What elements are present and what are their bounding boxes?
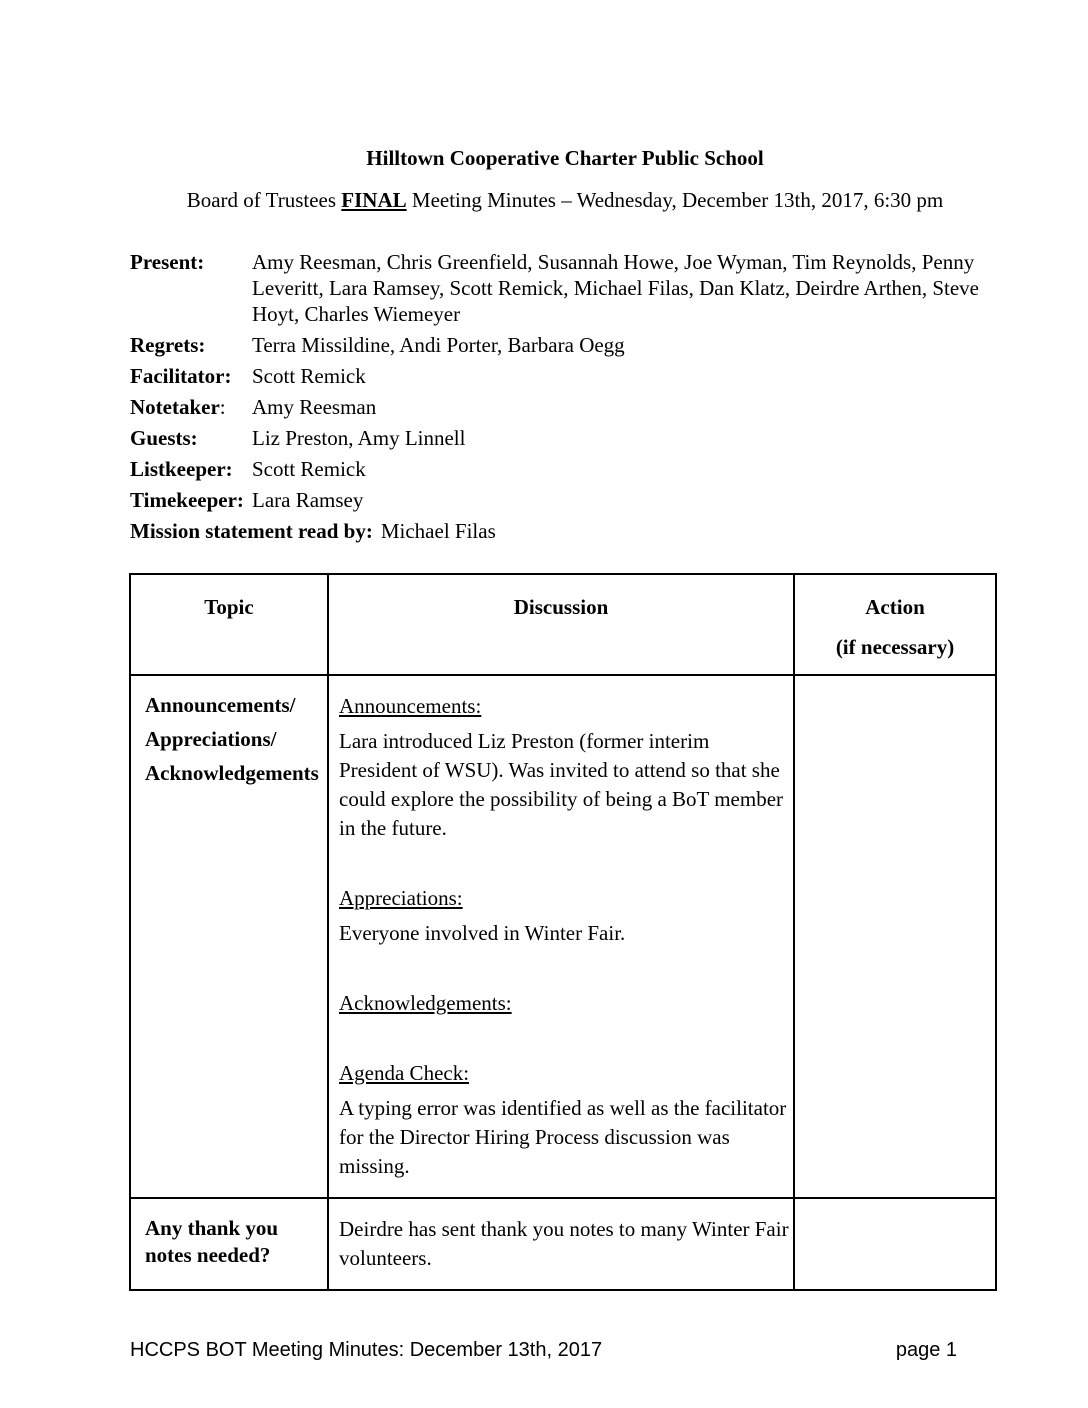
roster-row <box>130 249 1000 327</box>
column-header-action <box>794 574 996 675</box>
table-body <box>130 675 996 1290</box>
text-column <box>130 0 1000 544</box>
discussion-paragraph: Lara introduced Liz Preston (former interim President of WSU). Was invited to attend so that she could explore the possibility of being a BoT member in the future. <box>339 729 784 840</box>
discussion-cell <box>328 1198 794 1290</box>
roster-value: Amy Reesman <box>252 395 377 419</box>
discussion-heading: Agenda Check: <box>339 1061 470 1085</box>
blank-line <box>339 954 791 983</box>
action-cell <box>794 675 996 1198</box>
topic-line: Acknowledgements <box>145 761 319 785</box>
topic-line: Announcements/ <box>145 693 296 717</box>
subtitle-final-emphasis: FINAL <box>341 188 407 212</box>
roster-label: Timekeeper: <box>130 488 244 512</box>
table-row <box>130 675 996 1198</box>
roster-label: Notetaker: <box>130 395 226 419</box>
page-title: Hilltown Cooperative Charter Public School <box>366 146 764 170</box>
topic-line: Appreciations/ <box>145 727 277 751</box>
roster-label: Listkeeper: <box>130 457 233 481</box>
action-header-line1: Action <box>865 595 925 619</box>
roster-label: Regrets: <box>130 333 206 357</box>
blank-line <box>339 849 791 878</box>
column-header-discussion: Discussion <box>328 574 794 675</box>
action-cell <box>794 1198 996 1290</box>
topic-cell <box>130 675 328 1198</box>
discussion-cell <box>328 675 794 1198</box>
roster-row <box>130 332 1000 358</box>
roster-row <box>130 487 1000 513</box>
roster-value: Michael Filas <box>380 519 496 543</box>
topic-line: Any thank you notes needed? <box>145 1216 279 1267</box>
roster-value: Terra Missildine, Andi Porter, Barbara Oegg <box>252 333 625 357</box>
discussion-paragraph: Deirdre has sent thank you notes to many Winter Fair volunteers. <box>339 1217 789 1270</box>
roster-label: Present: <box>130 250 205 274</box>
column-header-topic: Topic <box>130 574 328 675</box>
table-header <box>130 574 996 675</box>
roster-row <box>130 394 1000 420</box>
roster-label: Facilitator: <box>130 364 232 388</box>
roster-value: Amy Reesman, Chris Greenfield, Susannah Howe, Joe Wyman, Tim Reynolds, Penny Leveritt, Lara Ramsey, Scott Remick, Michael Filas, Dan Klatz, Deirdre Arthen, Steve Hoyt, Charles Wiemeyer <box>252 250 980 326</box>
minutes-table <box>129 573 997 1291</box>
document-subtitle <box>130 187 1000 213</box>
footer-document-label: HCCPS BOT Meeting Minutes: December 13th, 2017 <box>130 1339 603 1361</box>
subtitle-suffix: Meeting Minutes – Wednesday, December 13th, 2017, 6:30 pm <box>406 188 944 212</box>
action-header-line2: (if necessary) <box>835 635 955 659</box>
roster-value: Lara Ramsey <box>252 488 364 512</box>
table-header-row <box>130 574 996 675</box>
roster-row <box>130 518 1000 544</box>
attendance-roster <box>130 249 1000 544</box>
topic-cell <box>130 1198 328 1290</box>
roster-value: Scott Remick <box>252 364 366 388</box>
discussion-heading: Acknowledgements: <box>339 991 512 1015</box>
footer-page-number: page 1 <box>895 1339 957 1361</box>
table-row <box>130 1198 996 1290</box>
roster-label: Mission statement read by: <box>130 519 373 543</box>
discussion-heading: Announcements: <box>339 694 482 718</box>
page-footer <box>130 1339 957 1362</box>
discussion-heading: Appreciations: <box>339 886 463 910</box>
blank-line <box>339 1024 791 1053</box>
roster-row <box>130 363 1000 389</box>
subtitle-prefix: Board of Trustees <box>186 188 342 212</box>
roster-row <box>130 456 1000 482</box>
roster-label: Guests: <box>130 426 198 450</box>
roster-row <box>130 425 1000 451</box>
roster-value: Scott Remick <box>252 457 366 481</box>
roster-value: Liz Preston, Amy Linnell <box>252 426 466 450</box>
discussion-paragraph: Everyone involved in Winter Fair. <box>339 921 626 945</box>
discussion-paragraph: A typing error was identified as well as the facilitator for the Director Hiring Process discussion was missing. <box>339 1096 787 1178</box>
